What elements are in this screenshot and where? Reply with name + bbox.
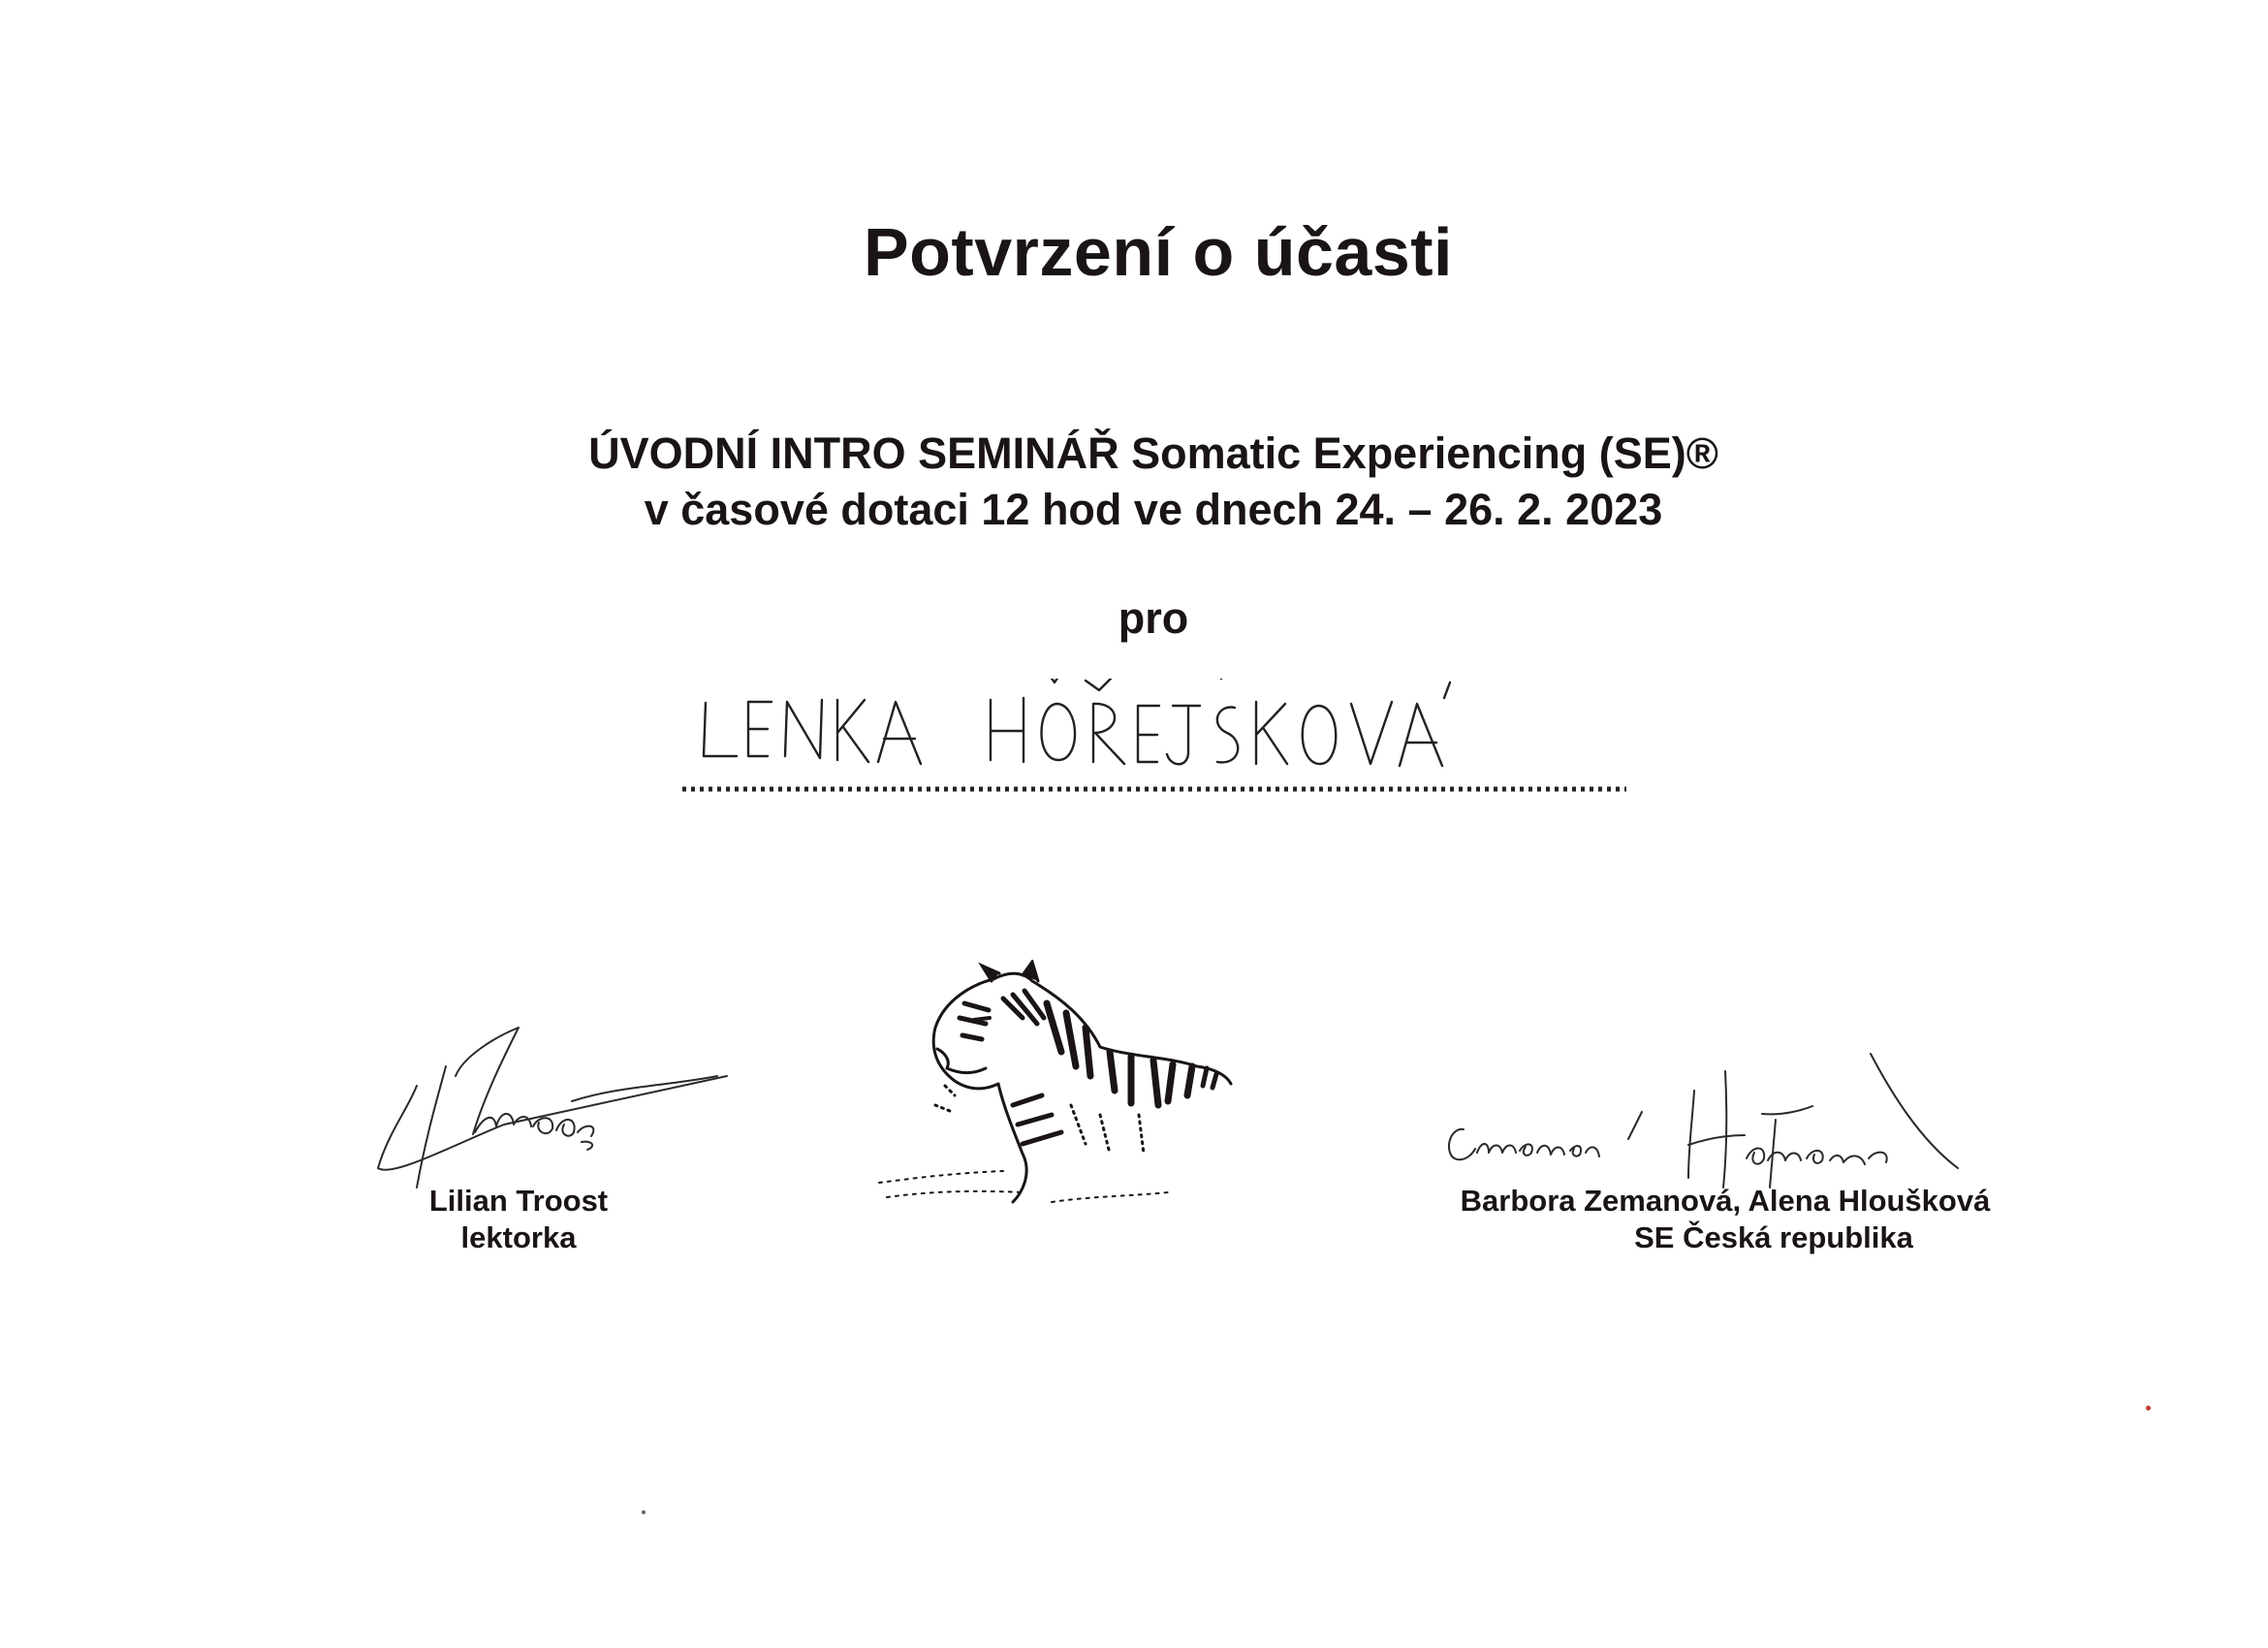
left-signatory-name: Lilian Troost — [428, 1184, 609, 1218]
certificate-title: Potvrzení o účasti — [863, 214, 1454, 290]
signature-left-icon — [349, 1018, 756, 1202]
stray-mark — [642, 1510, 646, 1514]
stray-mark — [2146, 1406, 2151, 1410]
course-duration-dates: v časové dotaci 12 hod ve dnech 24. – 26. 2. 2023 — [644, 485, 1663, 534]
tiger-illustration-icon — [877, 960, 1304, 1221]
recipient-handwriting-icon — [678, 679, 1648, 795]
right-signatory-organization: SE Česká republika — [1634, 1220, 1913, 1254]
recipient-handwritten-name — [678, 679, 1648, 795]
signature-lilian-troost — [349, 1018, 756, 1202]
for-label: pro — [1118, 593, 1189, 643]
tiger-icon — [877, 960, 1304, 1221]
right-signatory-names: Barbora Zemanová, Alena Hloušková — [1460, 1184, 1991, 1218]
right-signatory-caption — [1425, 1183, 2026, 1256]
left-signatory-role: lektorka — [460, 1220, 577, 1254]
left-signatory-caption — [378, 1183, 659, 1256]
course-name: ÚVODNÍ INTRO SEMINÁŘ Somatic Experiencing (SE)® — [588, 428, 1718, 478]
